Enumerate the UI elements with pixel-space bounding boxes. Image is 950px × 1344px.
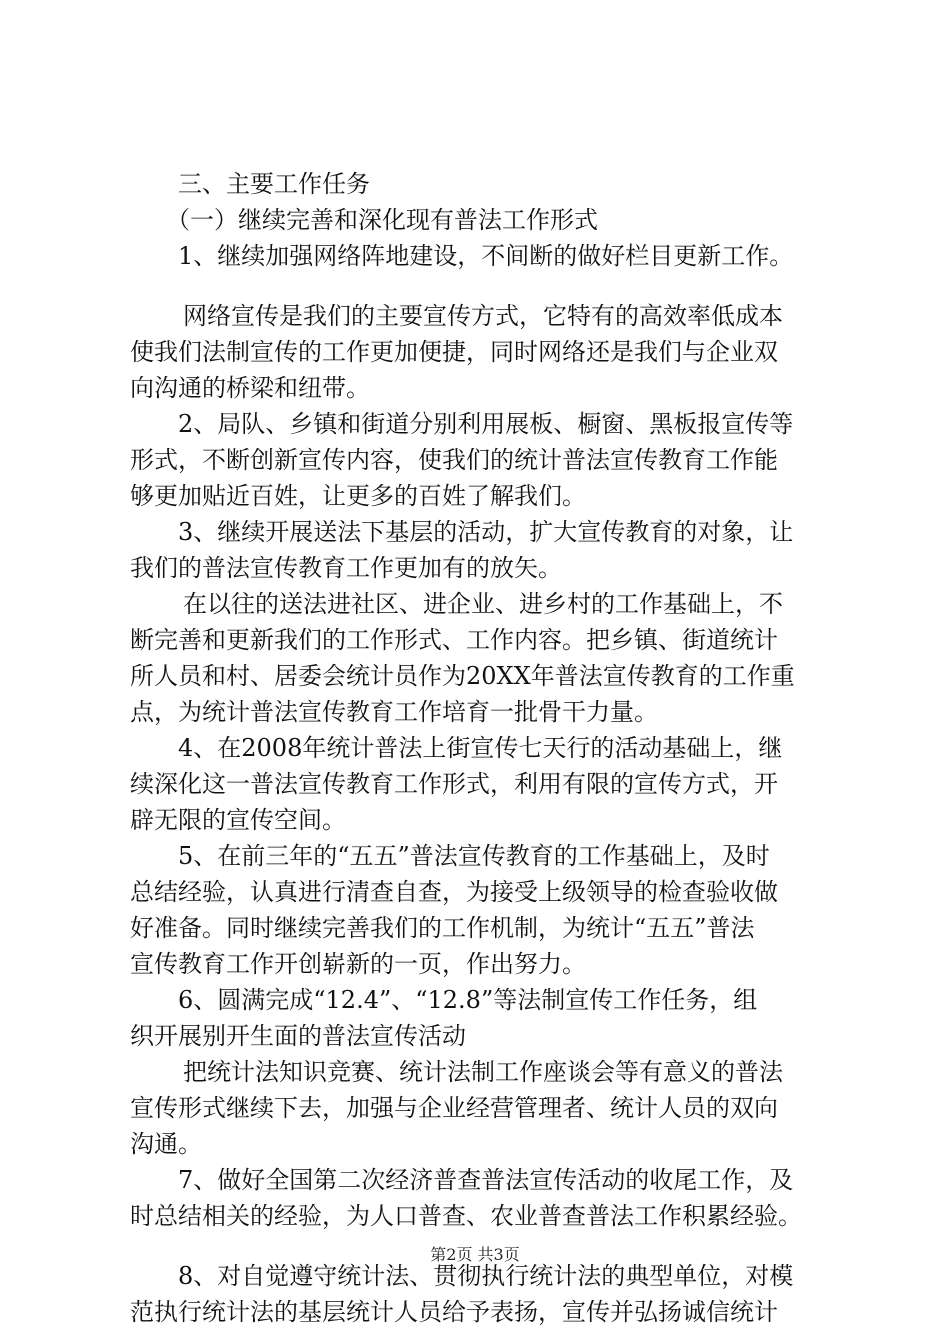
paragraph-line: 2、局队、乡镇和街道分别利用展板、橱窗、黑板报宣传等 — [178, 410, 794, 438]
paragraph-line: 1、继续加强网络阵地建设，不间断的做好栏目更新工作。 — [178, 242, 794, 270]
paragraph-line: 5、在前三年的“五五”普法宣传教育的工作基础上，及时 — [178, 842, 770, 870]
paragraph-line: 沟通。 — [130, 1130, 202, 1158]
paragraph-line: 好准备。同时继续完善我们的工作机制，为统计“五五”普法 — [130, 914, 755, 942]
paragraph-line: 续深化这一普法宣传教育工作形式，利用有限的宣传方式，开 — [130, 770, 778, 798]
paragraph-line: 够更加贴近百姓，让更多的百姓了解我们。 — [130, 482, 586, 510]
section-heading: 三、主要工作任务 — [178, 170, 370, 198]
paragraph-line: 3、继续开展送法下基层的活动，扩大宣传教育的对象，让 — [178, 518, 794, 546]
paragraph-line: 总结经验，认真进行清查自查，为接受上级领导的检查验收做 — [130, 878, 778, 906]
paragraph-line: 点，为统计普法宣传教育工作培育一批骨干力量。 — [130, 698, 658, 726]
paragraph-line: 宣传形式继续下去，加强与企业经营管理者、统计人员的双向 — [130, 1094, 778, 1122]
paragraph-line: 在以往的送法进社区、进企业、进乡村的工作基础上，不 — [183, 590, 783, 618]
paragraph-line: 6、圆满完成“12.4”、“12.8”等法制宣传工作任务，组 — [178, 986, 758, 1014]
paragraph-line: 辟无限的宣传空间。 — [130, 806, 346, 834]
paragraph-line: 把统计法知识竞赛、统计法制工作座谈会等有意义的普法 — [183, 1058, 783, 1086]
paragraph-line: 时总结相关的经验，为人口普查、农业普查普法工作积累经验。 — [130, 1202, 802, 1230]
paragraph-line: 范执行统计法的基层统计人员给予表扬，宣传并弘扬诚信统计 — [130, 1298, 778, 1326]
paragraph-line: 向沟通的桥梁和纽带。 — [130, 374, 370, 402]
paragraph-line: 7、做好全国第二次经济普查普法宣传活动的收尾工作，及 — [178, 1166, 794, 1194]
paragraph-line: 使我们法制宣传的工作更加便捷，同时网络还是我们与企业双 — [130, 338, 778, 366]
page-footer: 第2页 共3页 — [430, 1245, 520, 1264]
paragraph-line: 网络宣传是我们的主要宣传方式，它特有的高效率低成本 — [183, 302, 783, 330]
paragraph-line: 织开展别开生面的普法宣传活动 — [130, 1022, 466, 1050]
paragraph-line: 8、对自觉遵守统计法、贯彻执行统计法的典型单位，对模 — [178, 1262, 794, 1290]
subsection-heading: （一）继续完善和深化现有普法工作形式 — [166, 206, 598, 234]
paragraph-line: 所人员和村、居委会统计员作为20XX年普法宣传教育的工作重 — [130, 662, 795, 690]
paragraph-line: 宣传教育工作开创崭新的一页，作出努力。 — [130, 950, 586, 978]
paragraph-line: 我们的普法宣传教育工作更加有的放矢。 — [130, 554, 562, 582]
paragraph-line: 4、在2008年统计普法上街宣传七天行的活动基础上，继 — [178, 734, 783, 762]
paragraph-line: 形式，不断创新宣传内容，使我们的统计普法宣传教育工作能 — [130, 446, 778, 474]
paragraph-line: 断完善和更新我们的工作形式、工作内容。把乡镇、街道统计 — [130, 626, 778, 654]
